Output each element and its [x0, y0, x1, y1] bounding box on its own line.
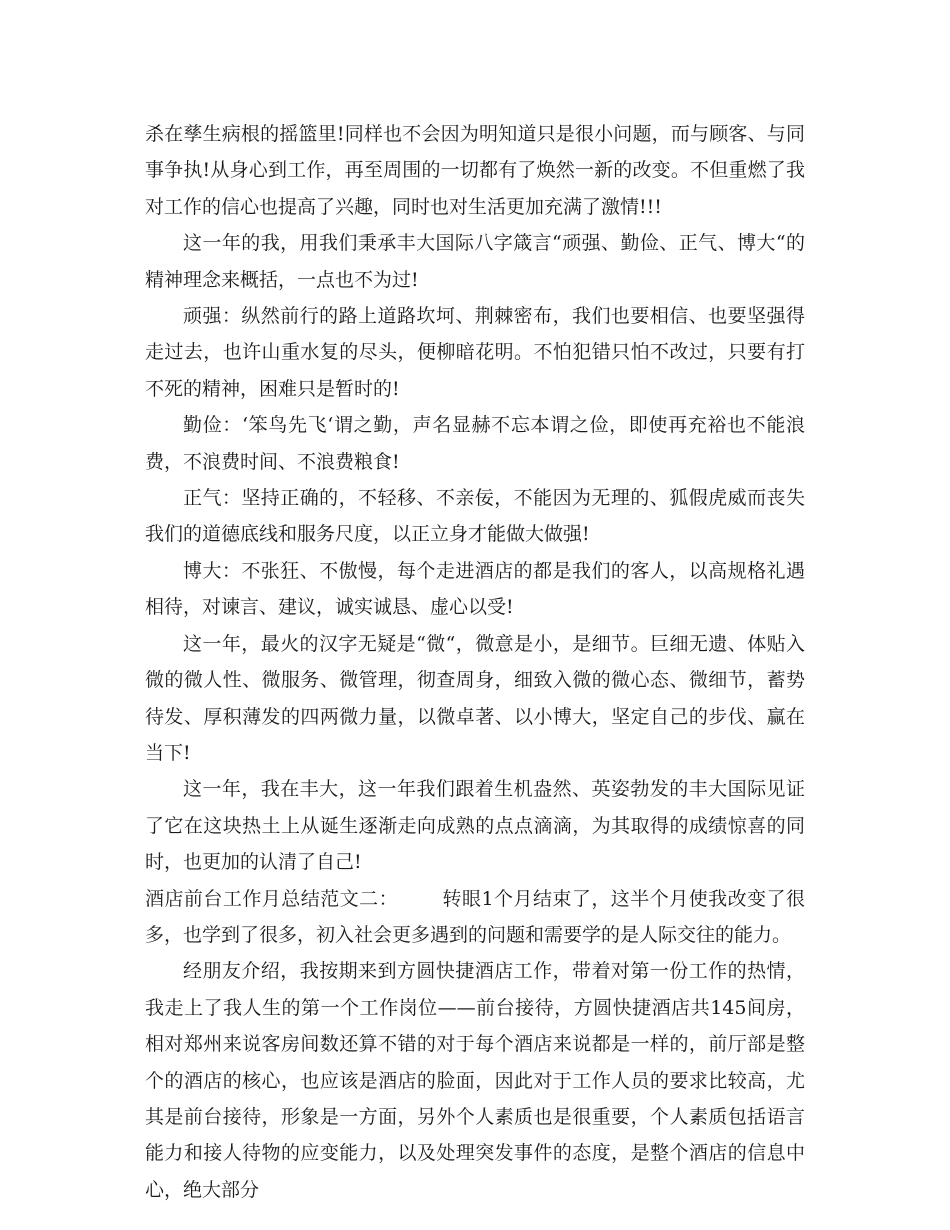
- paragraph-motto: 这一年的我，用我们秉承丰大国际八字箴言“顽强、勤俭、正气、博大“的精神理念来概括，一点也不为过!: [145, 232, 805, 291]
- paragraph-intro-continuation: 杀在孳生病根的摇篮里!同样也不会因为明知道只是很小问题，而与顾客、与同事争执!从身心到工作，再至周围的一切都有了焕然一新的改变。不但重燃了我对工作的信心也提高了兴趣，同时也对生活更加充满了激情!!!: [145, 123, 805, 218]
- paragraph-tenacity: 顽强：纵然前行的路上道路坎坷、荆棘密布，我们也要相信、也要坚强得走过去，也许山重水复的尽头，便柳暗花明。不怕犯错只怕不改过，只要有打不死的精神，困难只是暂时的!: [145, 305, 805, 400]
- paragraph-integrity: 正气：坚持正确的，不轻移、不亲佞，不能因为无理的、狐假虎威而丧失我们的道德底线和服务尺度，以正立身才能做大做强!: [145, 487, 805, 546]
- paragraph-broadness: 博大：不张狂、不傲慢，每个走进酒店的都是我们的客人，以高规格礼遇相待，对谏言、建议，诚实诚恳、虚心以受!: [145, 559, 805, 619]
- document-body: [145, 116, 805, 1208]
- paragraph-micro: 这一年，最火的汉字无疑是“微“，微意是小，是细节。巨细无遗、体贴入微的微人性、微服务、微管理，彻查周身，细致入微的微心态、微细节，蓄势待发、厚积薄发的四两微力量，以微卓著、以小博大，坚定自己的步伐、赢在当下!: [145, 632, 805, 764]
- section-title: 酒店前台工作月总结范文二：: [145, 887, 399, 910]
- paragraph-this-year: 这一年，我在丰大，这一年我们跟着生机盎然、英姿勃发的丰大国际见证了它在这块热土上从诞生逐渐走向成熟的点点滴滴，为其取得的成绩惊喜的同时，也更加的认清了自己!: [145, 778, 805, 874]
- paragraph-thrift: 勤俭：‘笨鸟先飞‘谓之勤，声名显赫不忘本谓之俭，即使再充裕也不能浪费，不浪费时间、不浪费粮食!: [145, 414, 805, 473]
- paragraph-introduction-work: 经朋友介绍，我按期来到方圆快捷酒店工作，带着对第一份工作的热情，我走上了我人生的第一个工作岗位——前台接待，方圆快捷酒店共145间房，相对郑州来说客房间数还算不错的对于每个酒店来说都是一样的，前厅部是整个的酒店的核心，也应该是酒店的脸面，因此对于工作人员的要求比较高，尤其是前台接待，形象是一方面，另外个人素质也是很重要，个人素质包括语言能力和接人待物的应变能力，以及处理突发事件的态度，是整个酒店的信息中心，绝大部分: [145, 960, 805, 1201]
- section-two: [145, 881, 805, 954]
- section-intro-text: 转眼1个月结束了，这半个月使我改变了很多，也学到了很多，初入社会更多遇到的问题和需要学的是人际交往的能力。: [145, 887, 805, 946]
